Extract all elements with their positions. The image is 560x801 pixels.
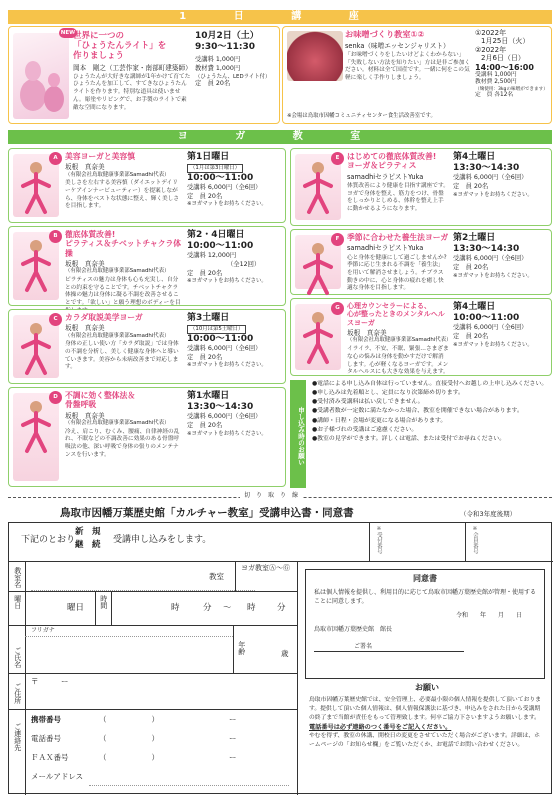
gourd-photo <box>13 33 69 119</box>
class-badge: C <box>49 313 62 326</box>
class-capacity: 定 員 20名 <box>187 192 223 200</box>
fax-dash: ー <box>229 753 237 762</box>
request-title: お願い <box>415 683 439 692</box>
yoga-class-d <box>8 387 286 487</box>
yoga-header: ヨ ガ 教 室 <box>8 130 552 144</box>
course-description: ひょうたんが大好きな講師が1年かけて育てたひょうたんを加工して、すてきなひょうたんライトを作ります。特別な道具は使いません。彫塗やリビングで、お手製のライトで素敵な空間になります。 <box>73 73 191 111</box>
class-capacity: 定 員 20名 <box>187 269 223 277</box>
start-hour: 時 <box>171 603 180 613</box>
date-2: 2月6日（日） <box>481 54 525 63</box>
class-description: 冷え、肩こり、むくみ、腰痛、自律神経の乱れ、不眠などの不調改善に効果のある骨盤呼吸法の他、深い呼吸で身体の張りのメンテナンスを行います。 <box>65 428 180 458</box>
course-title: 世界に一つの 「ひょうたんライト」を 作りましょう <box>73 31 167 62</box>
contact-label: ご連絡先 <box>13 723 22 751</box>
instructor: 坂根 真奈美 <box>65 260 105 269</box>
note-4: ●受講者数が一定数に満たなかった場合、教室を開催できない場合があります。 <box>312 408 523 415</box>
continue-option[interactable]: 継 続 <box>75 540 101 550</box>
class-day-note: （10月は第5土曜日） <box>187 325 246 334</box>
course-date: 10月2日（土） <box>195 31 259 41</box>
email-field[interactable] <box>89 785 289 786</box>
furigana-label: フリガナ <box>31 627 55 634</box>
fee-lesson: 受講料 1,000円 <box>475 72 517 79</box>
age-unit: 歳 <box>281 649 289 658</box>
class-day: 第1水曜日 <box>187 391 230 401</box>
fee-material-note: （ひょうたん、LEDライト付） <box>195 73 271 80</box>
class-capacity: 定 員 20名 <box>187 421 223 429</box>
course-description: 「お味噌づくりをしたいけどよくわからない」「失敗しない方法を知りたい」方は是非ご参加ください。材料は全て国産です。一緒に何をこの気軽に楽しく手作りしましょう。 <box>345 52 471 82</box>
yoga-class-c <box>8 309 286 384</box>
mat-note: ※ヨガマットをお持ちください。 <box>187 278 267 285</box>
member-number-label: ※会員番号 <box>471 526 478 554</box>
instructor: 坂根 真奈美 <box>65 163 105 172</box>
instructor: 坂根 真奈美 <box>65 411 105 420</box>
class-day: 第3土曜日 <box>187 313 230 323</box>
mat-note: ※ヨガマットをお持ちください。 <box>187 430 267 437</box>
class-day: 第2・4日曜日 <box>187 230 245 240</box>
day-label: 曜日 <box>13 595 22 609</box>
instructor: samadhiセラピストYuka <box>347 244 424 253</box>
mat-note: ※ヨガマットをお持ちください。 <box>187 362 267 369</box>
instructor-org: （有限会社鳥取健康事業部Samadhi代表） <box>65 268 170 275</box>
class-time: 10:00～11:00 <box>187 240 254 251</box>
date-1-year: ①2022年 <box>475 29 507 37</box>
class-fee: 受講料 6,000円（全6回） <box>453 255 528 263</box>
class-description: 体質改善により健康を目指す講座です。ヨガで身体を整え、筋力をつけ、骨盤をしっかりとしめる、体幹を整え上手に動かせるようになります。 <box>347 182 449 212</box>
note-5: ●講師・日程・会場が変更になる場合があります。 <box>312 417 447 424</box>
class-title: 季節に合わせた養生法ヨーガ <box>347 233 449 242</box>
mat-note: ※ヨガマットをお持ちください。 <box>453 341 533 348</box>
class-title: 不調に効く整体法＆ 骨盤呼吸 <box>65 391 136 410</box>
form-apply: 受講申し込みをします。 <box>113 535 212 545</box>
mat-note: ※ヨガマットをお持ちください。 <box>453 191 533 198</box>
class-capacity: 定 員 20名 <box>453 263 489 271</box>
note-1: ●電話による申し込み自体は行っていません。直接受付へお越しの上申し込みください。 <box>312 381 548 387</box>
miso-photo <box>287 31 343 81</box>
cut-line-label: 切 り 取 り 線 <box>240 492 302 500</box>
fax-field[interactable]: （ ） <box>99 753 159 762</box>
instructor-org: （有限会社鳥取健康事業部Samadhi代表） <box>65 332 170 339</box>
yoga-class-f <box>290 229 552 295</box>
class-unit: 教室 <box>209 572 224 581</box>
class-time: 13:30～14:30 <box>453 243 520 254</box>
class-description: 美しさを左右する美容慎（ダイエットデイリーケアインナービューティー）を提案しながら、身体をベストな状態に整え、輝く美しさを目指します。 <box>65 180 180 210</box>
class-day: 第2土曜日 <box>453 233 496 243</box>
form-title: 鳥取市因幡万葉歴史館「カルチャー教室」受講申込書・同意書 <box>60 507 354 519</box>
class-name-label: 教室名 <box>13 567 22 588</box>
name-label: ご氏名 <box>13 647 22 668</box>
class-title: 徹底体質改善! ピラティス＆チベットチャクラ体操 <box>65 230 182 258</box>
time-label: 時間 <box>99 595 108 609</box>
notes-label: 申し込み時のお願い <box>290 380 306 488</box>
class-badge: A <box>49 152 62 165</box>
class-fee: 受講料 6,000円（全6回） <box>187 413 262 421</box>
consent-date: 令和 年 月 日 <box>455 612 522 619</box>
class-badge: F <box>331 233 344 246</box>
yoga-pose-icon <box>13 393 59 481</box>
form-period: （令和3年度後期） <box>460 510 517 518</box>
tel-dash: ー <box>229 734 237 743</box>
note-3: ●受付済み受講料は払い戻しできません。 <box>312 399 424 406</box>
class-badge: D <box>49 391 62 404</box>
class-time: 10:00～11:00 <box>187 333 254 344</box>
class-badge: B <box>49 230 62 243</box>
class-fee-note: （全12回） <box>227 260 261 268</box>
yoga-class-b <box>8 226 286 306</box>
end-hour: 時 <box>247 603 256 613</box>
yoga-class-e <box>290 148 552 226</box>
class-day: 第4土曜日 <box>453 302 496 312</box>
class-description: 心と身体を健康にして過ごしませんか?季節に応じ生まれる不調を「養生法」を用いて解消させましょう。チブラス動きの中に、心と身体の疲れを癒し快適な身体を目指します。 <box>347 254 447 292</box>
new-option[interactable]: 新 規 <box>75 527 101 537</box>
reception-number-label: ※受付番号 <box>375 526 382 554</box>
gourd-light-course <box>8 26 280 124</box>
class-capacity: 定 員 20名 <box>453 332 489 340</box>
instructor: 坂根 真奈美 <box>347 329 387 338</box>
class-fee: 受講料 6,000円（全6回） <box>187 344 262 352</box>
class-badge: E <box>331 152 344 165</box>
day-unit: 曜日 <box>67 603 85 613</box>
fee-material: 教材費 1,000円 <box>195 64 241 72</box>
capacity: 定 員 20名 <box>195 80 231 88</box>
class-fee: 受講料 12,000円 <box>187 252 237 260</box>
postal-code[interactable]: 〒 ー <box>31 677 69 686</box>
class-description: 身体の正しい使い方「カラダ取説」では身体の不調を分析し、美しく健康な身体へと導いていきます。美容から未病改善まで対応します。 <box>65 341 179 371</box>
date-1: 1月25日（火） <box>481 37 530 46</box>
class-time: 10:00～11:00 <box>187 172 254 183</box>
request-section <box>309 683 545 750</box>
class-time: 10:00～11:00 <box>453 312 520 323</box>
request-phone-note: 電話番号は必ず連絡のつく番号をご記入ください。 <box>309 723 452 731</box>
class-title: 美容ヨーガと美容慎 <box>65 152 136 161</box>
note-7: ●教室の見学ができます。詳しくは電話、または受付でお尋ねください。 <box>312 435 506 442</box>
fax-label: ＦＡＸ番号 <box>31 753 69 762</box>
instructor: senka（味噌エッセンジャリスト） <box>345 41 450 50</box>
mat-note: ※ヨガマットをお持ちください。 <box>187 201 267 208</box>
yoga-class-a <box>8 148 286 223</box>
mobile-dash: ー <box>229 715 237 724</box>
class-capacity: 定 員 20名 <box>187 353 223 361</box>
end-minute: 分 <box>277 603 286 613</box>
request-text-2: やむを得ず、教室の休講、開校日の変更をさせていただく場合がございます。詳細は、ホームページの「お知らせ欄」をご覧いただくか、お電話でお問い合わせください。 <box>309 732 540 748</box>
class-fee: 受講料 6,000円（全6回） <box>187 183 262 191</box>
course-time: 9:30～11:30 <box>195 41 256 52</box>
oneday-header: 1 日 講 座 <box>8 10 552 24</box>
note-6: ●お子様づれの受講はご遠慮ください。 <box>312 426 418 433</box>
fee-material: 教材費 2,500円 <box>475 79 517 86</box>
tel-field[interactable]: （ ） <box>99 734 159 743</box>
time-tilde: ～ <box>223 603 232 613</box>
consent-text: 私は個人情報を提供し、利用目的に応じて鳥取市因幡万葉歴史館が管理・使用することに同意します。 <box>314 589 537 605</box>
tel-label: 電話番号 <box>31 734 61 743</box>
class-badge: G <box>331 302 344 315</box>
class-description: ピラティスの魅力は身体も心も充実し、自分との約束を守ることです。チベットチャクラ体操の魅力は身体に凝る不調を改善させることです。「欲しい」と願う理想のボディーを目 <box>65 277 181 307</box>
gourd-icon <box>13 33 69 119</box>
class-time: 13:30～14:30 <box>453 162 520 173</box>
instructor: samadhiセラピストYuka <box>347 172 424 181</box>
fee-lesson: 受講料 1,000円 <box>195 56 241 64</box>
yoga-class-g <box>290 298 552 376</box>
instructor-org: （有限会社鳥取健康事業部Samadhi代表） <box>347 337 452 344</box>
application-form <box>8 522 552 794</box>
class-description: イライラ、不安、不眠、緊張…さまざまな心の悩みは身体を動かすだけで解消します。心が軽くなるヨーガです。メンタルヘルスにも大きな効果を与えます。 <box>347 346 449 376</box>
request-text: 鳥取市因幡万葉歴史館では、安全管理上、必要最小限の個人情報を提供して頂いております。提供して頂いた個人情報は、個人情報保護法に基づき、申込みをされた日から受講期の終了まで当館が責任をもって管理致します。何卒ご協力下さいますようお願いします。 <box>309 697 541 721</box>
consent-title: 同意書 <box>413 574 437 583</box>
class-day: 第1日曜日 <box>187 152 230 162</box>
venue-note: ※会場は鳥取市因幡コミュニティセンター食生活改善室です。 <box>287 113 436 119</box>
mobile-field[interactable]: （ ） <box>99 715 159 724</box>
instructor-org: （有限会社鳥取健康事業部Samadhi代表） <box>65 419 170 426</box>
consent-to: 鳥取市因幡万葉歴史館 館長 <box>314 625 393 633</box>
class-day: 第4土曜日 <box>453 152 496 162</box>
date-2-year: ②2022年 <box>475 45 507 54</box>
capacity: 定 員 各12名 <box>475 92 514 99</box>
mat-note: ※ヨガマットをお持ちください。 <box>453 272 533 279</box>
email-label: メールアドレス <box>31 772 84 781</box>
miso-course <box>282 26 552 124</box>
instructor: 坂根 真奈美 <box>65 324 105 333</box>
form-lead: 下記のとおり <box>21 535 76 545</box>
start-minute: 分 <box>203 603 212 613</box>
class-fee: 受講料 6,000円（全6回） <box>453 174 528 182</box>
class-capacity: 定 員 20名 <box>453 182 489 190</box>
address-label: ご住所 <box>13 683 22 704</box>
instructor-photo <box>13 393 59 481</box>
class-title: 心理カウンセラーによる、 心が整ったときのメンタルヘルスヨーガ <box>347 302 445 327</box>
name-field[interactable] <box>31 639 231 669</box>
class-title: カラダ取説美学ヨーガ <box>65 313 143 322</box>
note-2: ●申し込みは先着順とし、定員になり次第締め切ります。 <box>312 390 464 397</box>
new-badge: NEW <box>60 30 76 36</box>
yoga-class-label: ヨガ教室Ⓐ～Ⓖ <box>241 564 290 572</box>
signature-field[interactable]: ご署名 <box>314 643 464 652</box>
class-title: はじめての徹底体質改善! ヨーガ＆ピラティス <box>347 152 437 171</box>
course-title: お味噌づくり教室①② <box>345 29 425 39</box>
instructor-org: （有限会社鳥取健康事業部Samadhi代表） <box>65 171 170 178</box>
consent-box <box>305 569 545 679</box>
mobile-label: 携帯番号 <box>31 715 61 724</box>
application-notes <box>290 380 552 488</box>
course-time: 14:00～16:00 <box>475 62 534 72</box>
age-label: 年齢 <box>237 641 246 655</box>
class-day-note: （1月は第3日曜日） <box>187 164 243 173</box>
class-fee: 受講料 6,000円（全6回） <box>453 324 528 332</box>
fee-material-note: （麹使用：3kgの味噌ができます） <box>475 86 548 92</box>
class-time: 13:30～14:30 <box>187 401 254 412</box>
instructor: 岡本 剛之（工芸作家・南部町建築師） <box>73 63 192 72</box>
